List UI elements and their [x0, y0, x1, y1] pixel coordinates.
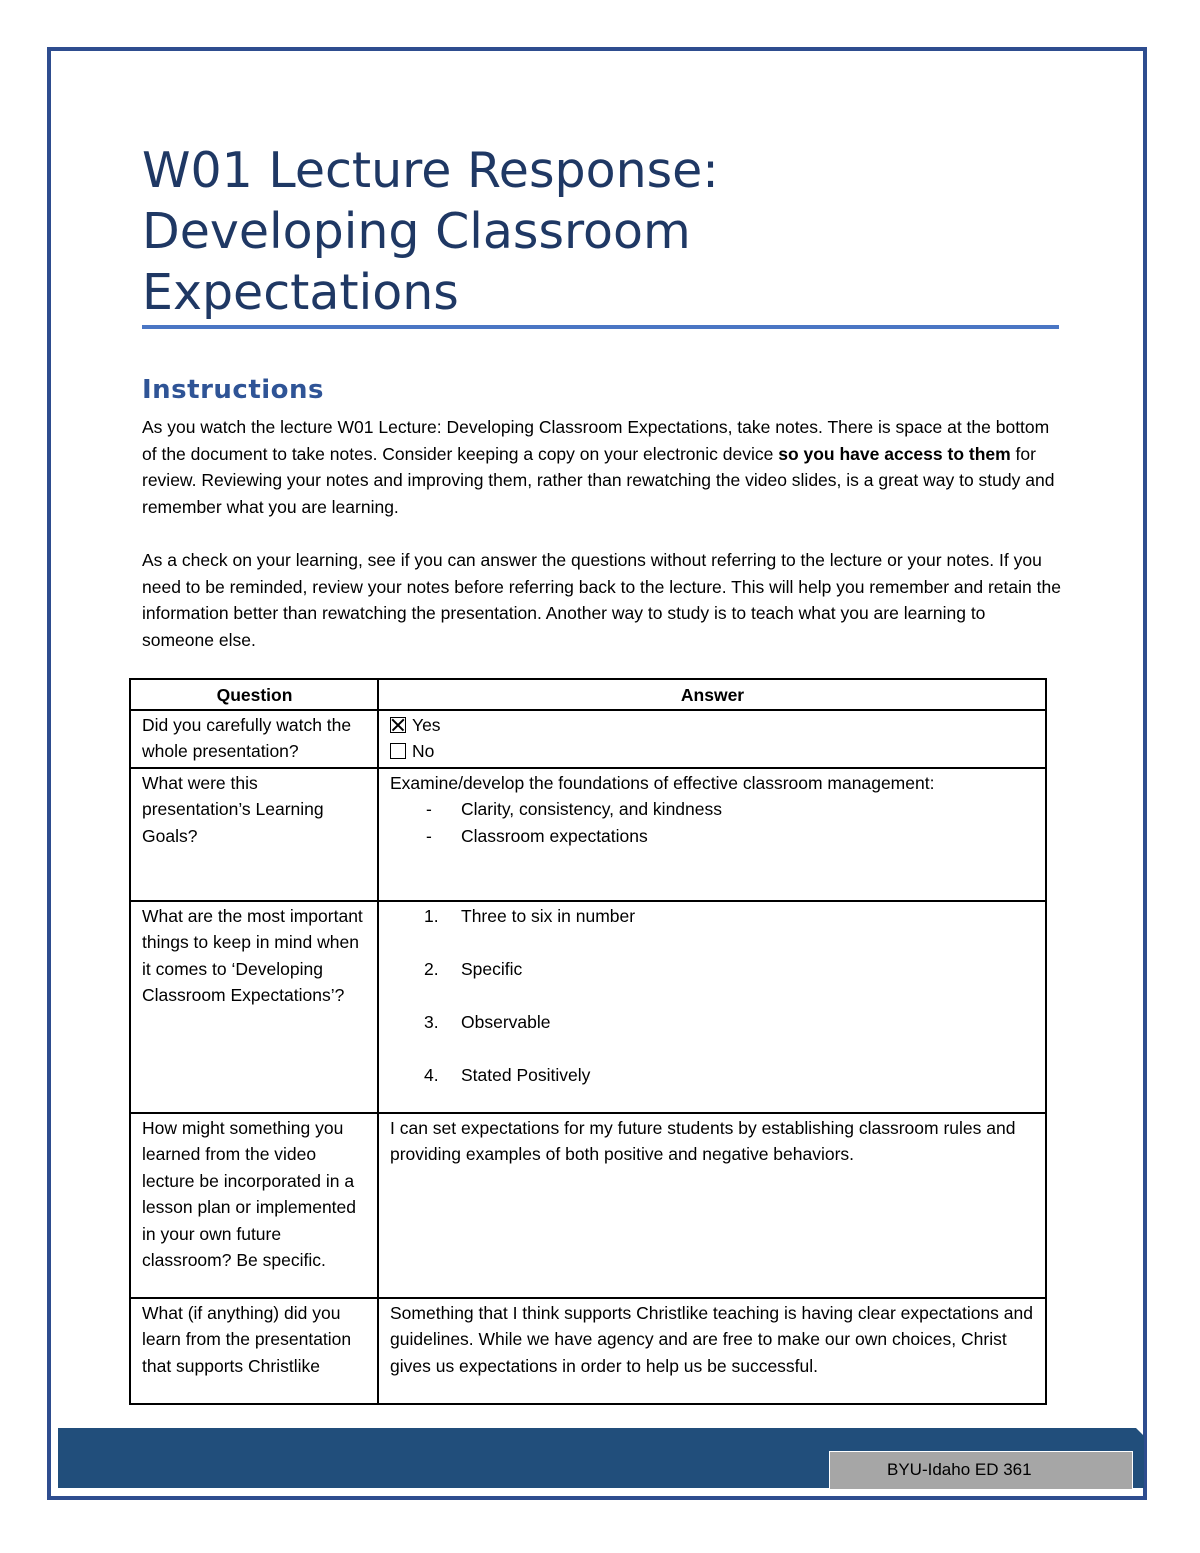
numbered-list: [390, 903, 1035, 1089]
list-text: Stated Positively: [461, 1064, 591, 1085]
footer-label: BYU-Idaho ED 361: [829, 1451, 1133, 1490]
answer-cell: [378, 710, 1046, 768]
answer-intro: Examine/develop the foundations of effective classroom management:: [390, 772, 935, 793]
list-number: 4.: [424, 1064, 439, 1085]
instructions-p1-bold: so you have access to them: [778, 443, 1011, 464]
title-line-1: W01 Lecture Response:: [142, 142, 719, 199]
table-row: [130, 768, 1046, 901]
title-line-3: Expectations: [142, 264, 459, 321]
instructions-paragraph-1: [142, 414, 1062, 520]
empty-checkbox-icon[interactable]: [390, 743, 406, 759]
answer-cell: [378, 901, 1046, 1113]
title-line-2: Developing Classroom: [142, 203, 691, 260]
question-cell: Did you carefully watch the whole presentation?: [130, 710, 378, 768]
table-row: [130, 1298, 1046, 1404]
list-text: Specific: [461, 958, 523, 979]
checkbox-label: Yes: [412, 714, 441, 735]
question-column-header: Question: [130, 679, 378, 710]
checked-checkbox-icon[interactable]: [390, 717, 406, 733]
table-row: [130, 1113, 1046, 1298]
question-cell: What are the most important things to keep in mind when it comes to ‘Developing Classroom Expectations’?: [130, 901, 378, 1113]
answer-cell: Something that I think supports Christlike teaching is having clear expectations and guidelines. While we have agency and are free to make our own choices, Christ gives us expectations in order to help us be successful.: [378, 1298, 1046, 1404]
list-item: [424, 1009, 1035, 1036]
instructions-p1-start: As you watch the lecture W01 Lecture: Developing Classroom Expectations, take notes. There is space at the bottom of the document to take notes. Consider keeping a copy on your electronic device: [142, 417, 1050, 464]
table-header-row: [130, 679, 1046, 710]
list-item: [424, 1062, 1035, 1089]
list-text: Three to six in number: [461, 905, 636, 926]
instructions-p1-end: for review. Reviewing your notes and improving them, rather than rewatching the video slides, is a great way to study and remember what you are learning.: [142, 443, 1055, 517]
question-cell: How might something you learned from the video lecture be incorporated in a lesson plan or implemented in your own future classroom? Be specific.: [130, 1113, 378, 1298]
qa-table: [129, 678, 1047, 1405]
list-item: - Clarity, consistency, and kindness: [426, 796, 1035, 823]
table-row: [130, 710, 1046, 768]
question-cell: What (if anything) did you learn from the presentation that supports Christlike: [130, 1298, 378, 1404]
bullet-list: [390, 796, 1035, 849]
checkbox-option-yes[interactable]: [390, 712, 1035, 739]
list-number: 1.: [424, 905, 439, 926]
document-title: [142, 140, 719, 323]
list-item: [424, 903, 1035, 930]
table-row: [130, 901, 1046, 1113]
list-item: [424, 956, 1035, 983]
list-number: 2.: [424, 958, 439, 979]
checkbox-option-no[interactable]: [390, 738, 1035, 765]
answer-cell: I can set expectations for my future students by establishing classroom rules and providing examples of both positive and negative behaviors.: [378, 1113, 1046, 1298]
list-number: 3.: [424, 1011, 439, 1032]
instructions-heading: Instructions: [142, 375, 325, 405]
list-text: Observable: [461, 1011, 551, 1032]
instructions-paragraph-2: As a check on your learning, see if you can answer the questions without referring to the lecture or your notes. If you need to be reminded, review your notes before referring back to the lecture. This will help you remember and retain the information better than rewatching the presentation. Another way to study is to teach what you are learning to someone else.: [142, 550, 1061, 650]
title-underline: [142, 325, 1059, 329]
checkbox-label: No: [412, 741, 435, 761]
list-item: - Classroom expectations: [426, 823, 1035, 850]
answer-cell: [378, 768, 1046, 901]
question-cell: What were this presentation’s Learning Goals?: [130, 768, 378, 901]
answer-column-header: Answer: [378, 679, 1046, 710]
